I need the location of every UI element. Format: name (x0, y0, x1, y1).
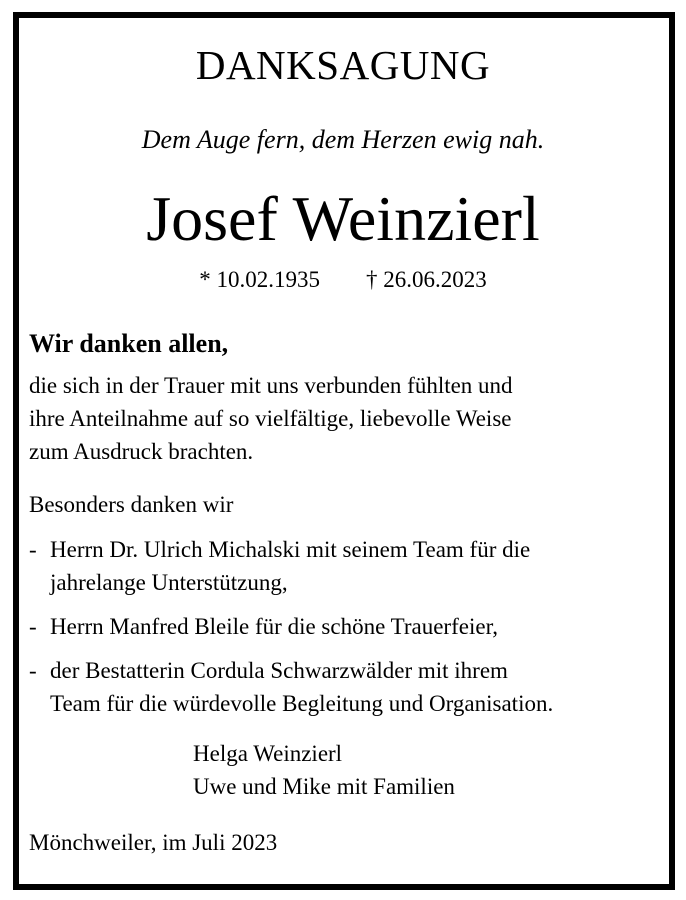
thanks-line: zum Ausdruck brachten. (29, 439, 254, 464)
list-dash: - (29, 658, 37, 683)
thanks-line: die sich in der Trauer mit uns verbunden fühlten und (29, 373, 513, 398)
birth-date: * 10.02.1935 (199, 267, 320, 292)
signatory: Helga Weinzierl (193, 741, 343, 766)
list-item (27, 654, 553, 720)
place-date: Mönchweiler, im Juli 2023 (29, 830, 278, 855)
notice-heading: DANKSAGUNG (195, 42, 491, 88)
motto-quote: Dem Auge fern, dem Herzen ewig nah. (141, 125, 545, 154)
signatory: Uwe und Mike mit Familien (193, 774, 455, 799)
especially-label: Besonders danken wir (29, 492, 234, 517)
thanks-heading: Wir danken allen, (29, 329, 229, 358)
life-dates (0, 266, 686, 294)
deceased-name: Josef Weinzierl (146, 183, 540, 254)
list-item-text: der Bestatterin Cordula Schwarzwälder mit ihrem (50, 658, 508, 683)
list-item (27, 610, 553, 643)
special-thanks-list (27, 533, 553, 720)
signatories (193, 737, 455, 803)
list-item-text: jahrelange Unterstützung, (50, 570, 288, 595)
list-item-text: Herrn Dr. Ulrich Michalski mit seinem Team für die (50, 537, 531, 562)
thanks-line: ihre Anteilnahme auf so vielfältige, liebevolle Weise (29, 406, 512, 431)
list-dash: - (29, 614, 37, 639)
list-item (27, 533, 553, 599)
thanks-paragraph (29, 369, 513, 468)
death-date: † 26.06.2023 (366, 267, 487, 292)
list-item-text: Team für die würdevolle Begleitung und Organisation. (50, 691, 554, 716)
list-item-text: Herrn Manfred Bleile für die schöne Trauerfeier, (50, 614, 499, 639)
list-dash: - (29, 537, 37, 562)
